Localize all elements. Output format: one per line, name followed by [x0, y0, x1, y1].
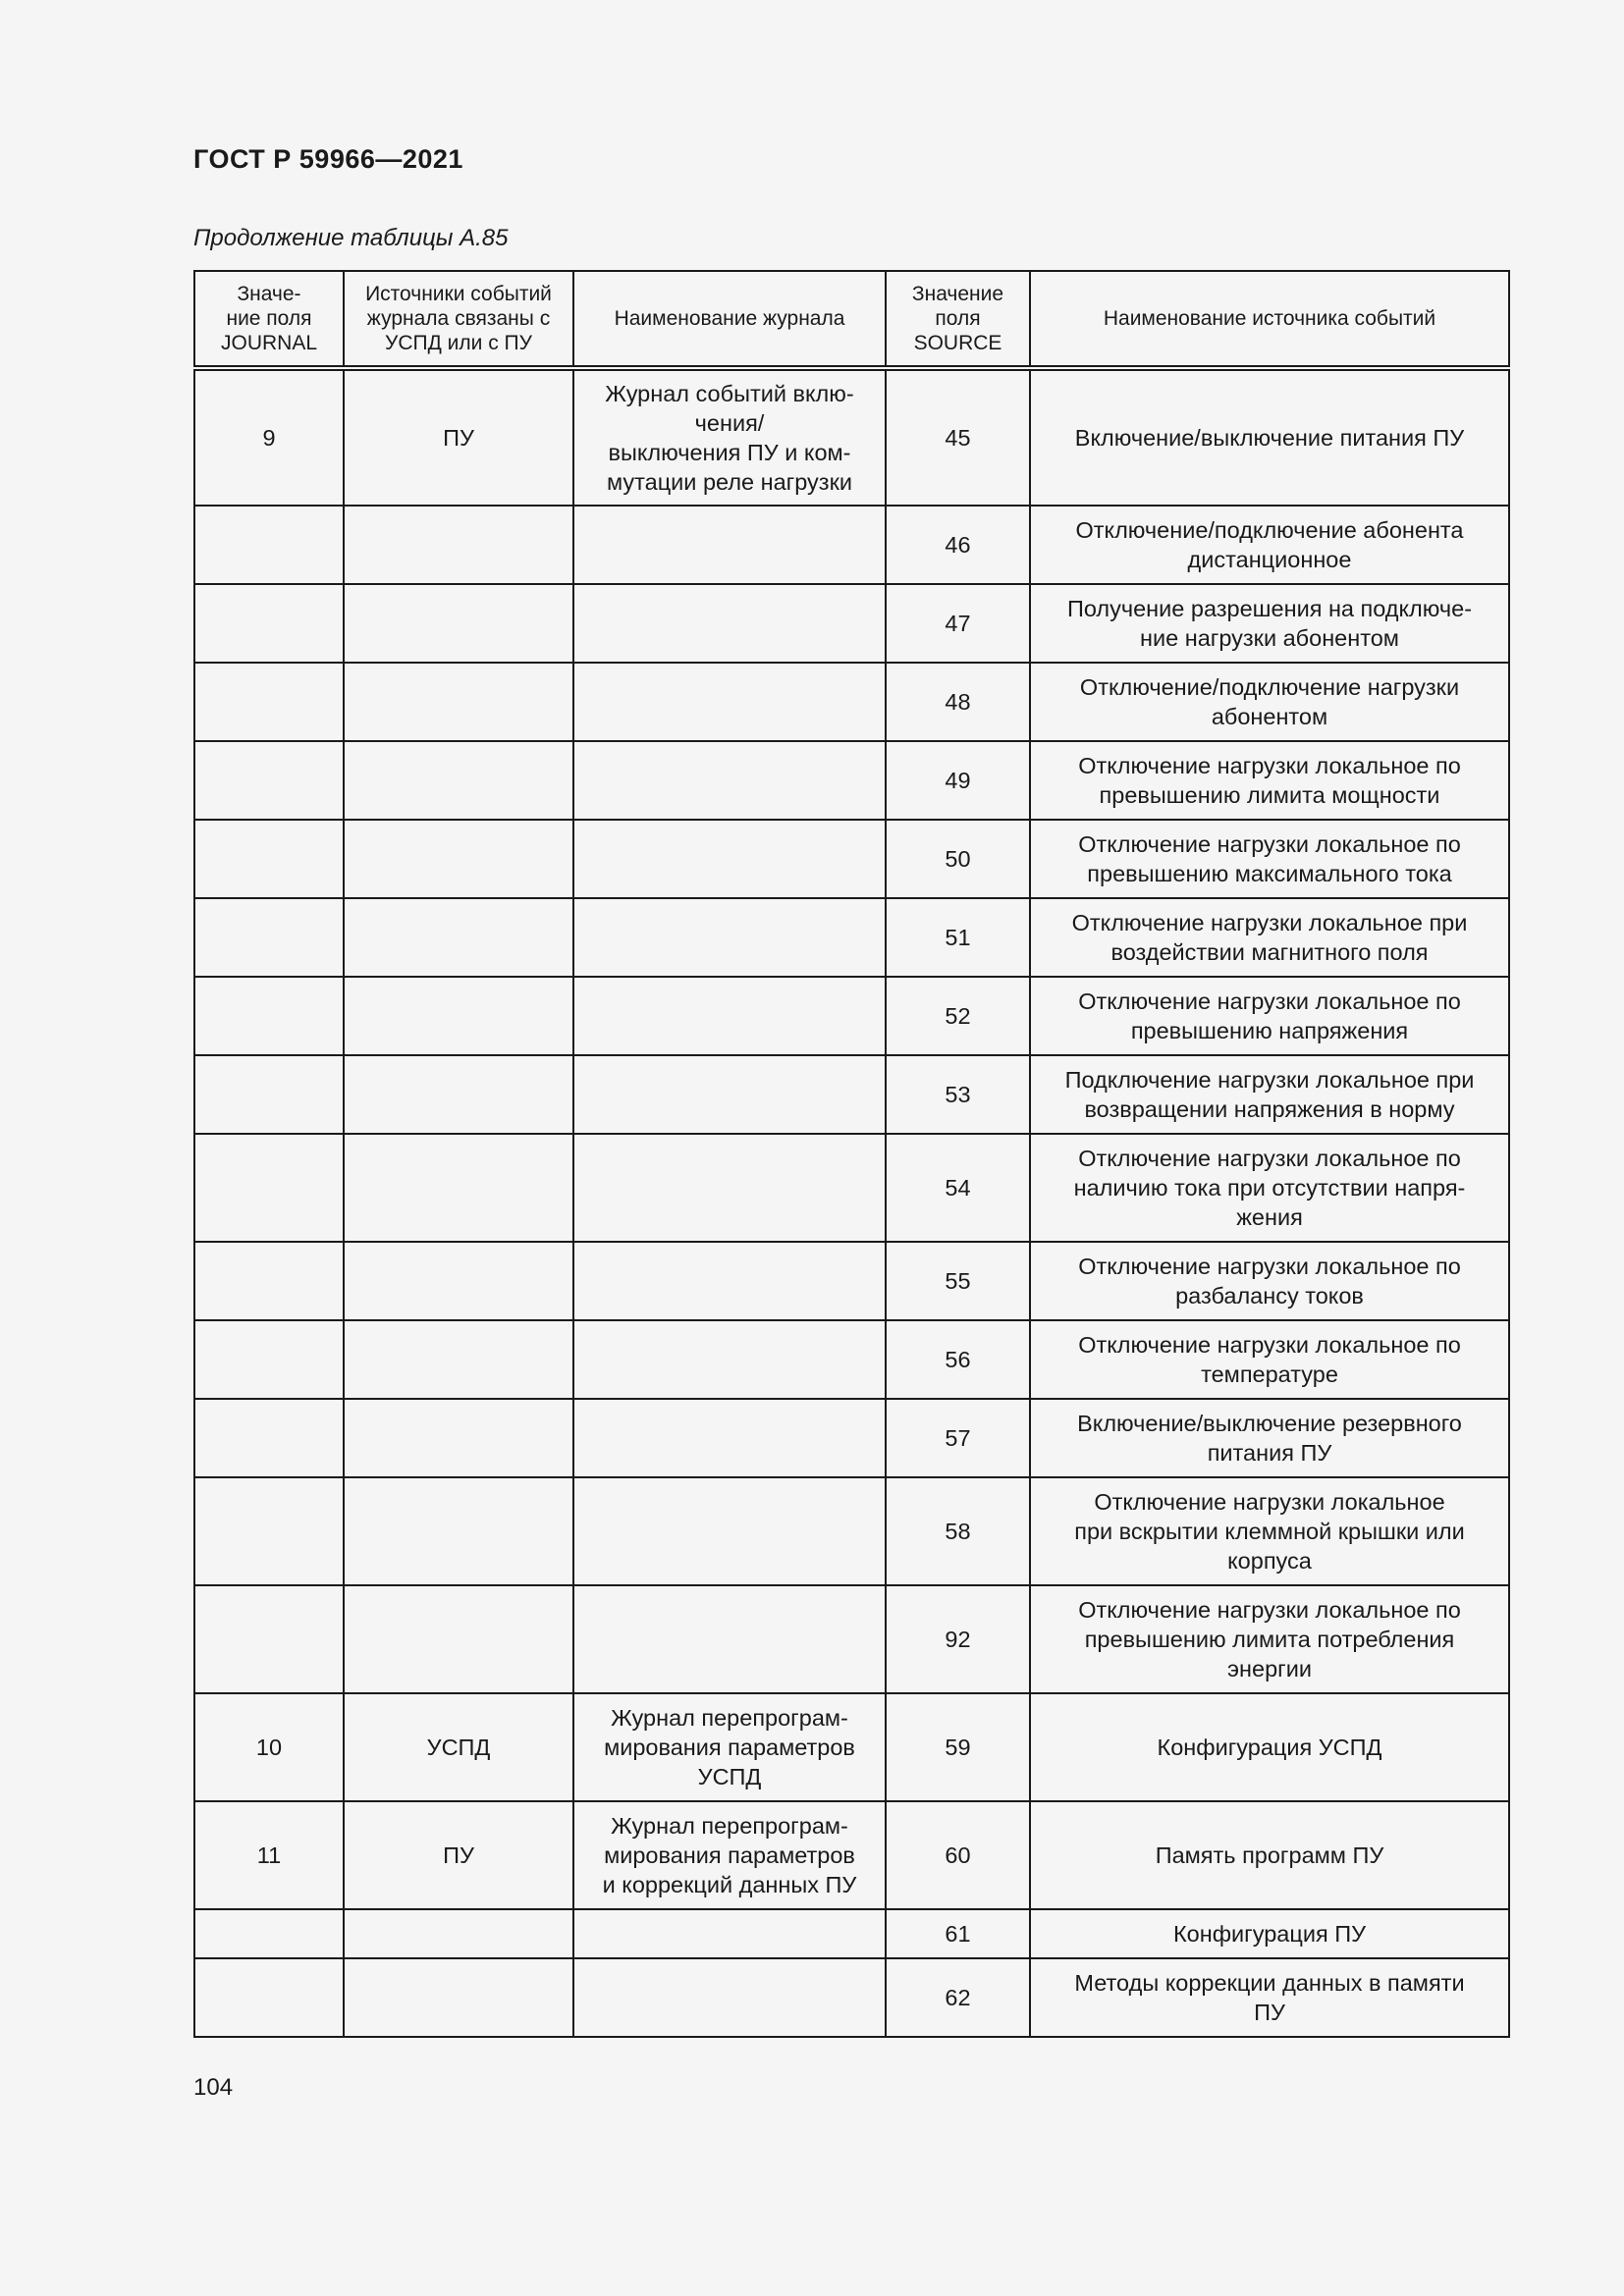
cell-journal-name [573, 1585, 886, 1693]
cell-source-name: Конфигурация ПУ [1030, 1909, 1509, 1958]
column-header-journal-name: Наименование журнала [573, 271, 886, 368]
cell-source-name: Отключение/подключение абонента дистанционное [1030, 506, 1509, 584]
cell-sources [344, 1399, 573, 1477]
cell-source-name: Память программ ПУ [1030, 1801, 1509, 1909]
table-caption: Продолжение таблицы А.85 [193, 225, 509, 251]
cell-source: 54 [886, 1134, 1030, 1242]
cell-source-name: Конфигурация УСПД [1030, 1693, 1509, 1801]
table-row [194, 368, 1509, 506]
cell-sources [344, 1477, 573, 1585]
column-header-sources: Источники событий журнала связаны с УСПД или с ПУ [344, 271, 573, 368]
cell-journal: 10 [194, 1693, 344, 1801]
cell-journal-name: Журнал перепрограм- мирования параметров и коррекций данных ПУ [573, 1801, 886, 1909]
cell-source-name: Методы коррекции данных в памяти ПУ [1030, 1958, 1509, 2037]
table-row [194, 1242, 1509, 1320]
cell-sources [344, 1585, 573, 1693]
cell-sources [344, 1134, 573, 1242]
column-header-source-name: Наименование источника событий [1030, 271, 1509, 368]
cell-journal-name [573, 506, 886, 584]
cell-journal-name [573, 584, 886, 663]
table-row [194, 1134, 1509, 1242]
cell-journal [194, 1399, 344, 1477]
cell-source: 53 [886, 1055, 1030, 1134]
cell-journal [194, 820, 344, 898]
cell-source: 45 [886, 368, 1030, 506]
table-row [194, 1055, 1509, 1134]
cell-source-name: Отключение нагрузки локальное по превышению лимита мощности [1030, 741, 1509, 820]
table-row [194, 898, 1509, 977]
cell-journal [194, 1585, 344, 1693]
table-row [194, 1958, 1509, 2037]
cell-sources [344, 1958, 573, 2037]
table-row [194, 1801, 1509, 1909]
cell-journal-name [573, 1958, 886, 2037]
cell-journal [194, 584, 344, 663]
cell-source-name: Отключение нагрузки локальное при воздействии магнитного поля [1030, 898, 1509, 977]
cell-journal [194, 1134, 344, 1242]
table-row [194, 1399, 1509, 1477]
cell-journal [194, 977, 344, 1055]
cell-journal [194, 1055, 344, 1134]
cell-source: 59 [886, 1693, 1030, 1801]
cell-journal-name: Журнал событий вклю- чения/ выключения ПУ и ком- мутации реле нагрузки [573, 368, 886, 506]
cell-sources: ПУ [344, 368, 573, 506]
cell-source: 51 [886, 898, 1030, 977]
cell-journal-name [573, 1320, 886, 1399]
table-row [194, 506, 1509, 584]
cell-sources [344, 820, 573, 898]
cell-source: 52 [886, 977, 1030, 1055]
cell-source: 62 [886, 1958, 1030, 2037]
cell-sources [344, 1909, 573, 1958]
column-header-source: Значение поля SOURCE [886, 271, 1030, 368]
cell-source-name: Подключение нагрузки локальное при возвращении напряжения в норму [1030, 1055, 1509, 1134]
cell-source: 47 [886, 584, 1030, 663]
cell-source-name: Отключение нагрузки локальное по превышению лимита потребления энергии [1030, 1585, 1509, 1693]
cell-source: 60 [886, 1801, 1030, 1909]
cell-source-name: Отключение нагрузки локальное при вскрытии клеммной крышки или корпуса [1030, 1477, 1509, 1585]
cell-source: 56 [886, 1320, 1030, 1399]
table-row [194, 1320, 1509, 1399]
cell-sources [344, 584, 573, 663]
cell-source-name: Включение/выключение питания ПУ [1030, 368, 1509, 506]
cell-source: 48 [886, 663, 1030, 741]
cell-journal [194, 741, 344, 820]
table-row [194, 977, 1509, 1055]
events-table [193, 270, 1510, 2038]
table-row [194, 663, 1509, 741]
header-row [194, 271, 1509, 368]
cell-source-name: Получение разрешения на подключе- ние нагрузки абонентом [1030, 584, 1509, 663]
cell-journal-name [573, 1909, 886, 1958]
cell-source: 61 [886, 1909, 1030, 1958]
cell-journal [194, 898, 344, 977]
cell-sources [344, 977, 573, 1055]
table-row [194, 741, 1509, 820]
table-row [194, 1693, 1509, 1801]
cell-source: 58 [886, 1477, 1030, 1585]
cell-journal: 11 [194, 1801, 344, 1909]
page-number: 104 [193, 2074, 234, 2101]
cell-source-name: Отключение нагрузки локальное по температуре [1030, 1320, 1509, 1399]
cell-journal [194, 506, 344, 584]
cell-source: 92 [886, 1585, 1030, 1693]
table-body [194, 368, 1509, 2037]
cell-journal [194, 663, 344, 741]
cell-journal [194, 1477, 344, 1585]
cell-sources [344, 663, 573, 741]
table-header [194, 271, 1509, 368]
cell-journal-name [573, 663, 886, 741]
cell-source: 50 [886, 820, 1030, 898]
cell-source-name: Отключение нагрузки локальное по превышению максимального тока [1030, 820, 1509, 898]
cell-journal [194, 1320, 344, 1399]
cell-journal [194, 1242, 344, 1320]
table-row [194, 1909, 1509, 1958]
cell-source-name: Отключение нагрузки локальное по разбалансу токов [1030, 1242, 1509, 1320]
cell-journal-name [573, 820, 886, 898]
cell-journal-name [573, 1477, 886, 1585]
table-row [194, 1477, 1509, 1585]
cell-sources [344, 506, 573, 584]
cell-source-name: Отключение/подключение нагрузки абонентом [1030, 663, 1509, 741]
standard-title: ГОСТ Р 59966—2021 [193, 144, 463, 174]
cell-journal-name [573, 1055, 886, 1134]
cell-source: 46 [886, 506, 1030, 584]
cell-source: 57 [886, 1399, 1030, 1477]
cell-sources [344, 1320, 573, 1399]
cell-journal [194, 1909, 344, 1958]
cell-sources [344, 898, 573, 977]
cell-journal: 9 [194, 368, 344, 506]
cell-journal-name: Журнал перепрограм- мирования параметров УСПД [573, 1693, 886, 1801]
cell-source-name: Отключение нагрузки локальное по наличию тока при отсутствии напря- жения [1030, 1134, 1509, 1242]
cell-journal-name [573, 741, 886, 820]
cell-source-name: Включение/выключение резервного питания ПУ [1030, 1399, 1509, 1477]
cell-sources: ПУ [344, 1801, 573, 1909]
cell-journal-name [573, 898, 886, 977]
cell-sources [344, 1055, 573, 1134]
cell-source: 49 [886, 741, 1030, 820]
table-row [194, 584, 1509, 663]
cell-sources: УСПД [344, 1693, 573, 1801]
cell-sources [344, 741, 573, 820]
cell-journal-name [573, 1134, 886, 1242]
cell-journal-name [573, 977, 886, 1055]
cell-source: 55 [886, 1242, 1030, 1320]
cell-journal-name [573, 1399, 886, 1477]
cell-sources [344, 1242, 573, 1320]
cell-journal [194, 1958, 344, 2037]
cell-source-name: Отключение нагрузки локальное по превышению напряжения [1030, 977, 1509, 1055]
cell-journal-name [573, 1242, 886, 1320]
table-row [194, 820, 1509, 898]
table-row [194, 1585, 1509, 1693]
column-header-journal: Значе- ние поля JOURNAL [194, 271, 344, 368]
